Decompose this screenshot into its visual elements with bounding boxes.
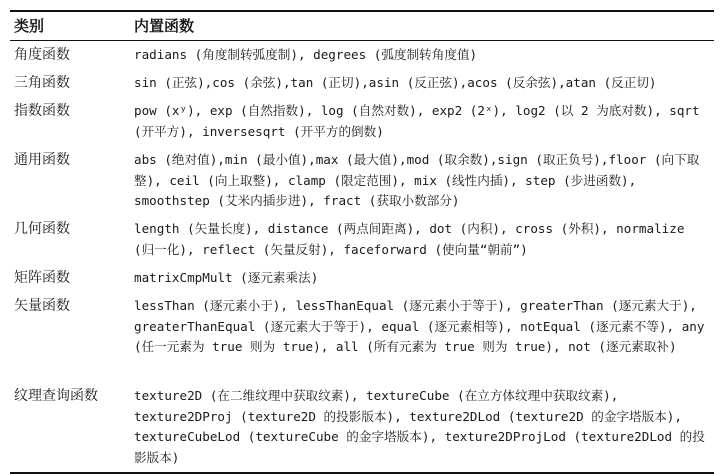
row-functions: sin (正弦),cos (余弦),tan (正切),asin (反正弦),acos (反余弦),atan (反正切) — [134, 75, 657, 90]
table-row — [10, 292, 714, 382]
table-row — [10, 264, 714, 292]
row-functions: radians (角度制转弧度制), degrees (弧度制转角度值) — [134, 47, 478, 62]
header-builtin: 内置函数 — [134, 16, 195, 35]
header-category: 类别 — [14, 16, 45, 35]
row-category: 角度函数 — [14, 47, 70, 63]
row-category: 指数函数 — [14, 103, 70, 119]
row-category: 矢量函数 — [14, 298, 70, 314]
table-header — [10, 12, 714, 40]
row-functions: length (矢量长度), distance (两点间距离), dot (内积), cross (外积), normalize (归一化), reflect (矢量反射), faceforward (使向量“朝前”) — [134, 221, 685, 257]
table-row — [10, 97, 714, 146]
table-row — [10, 215, 714, 264]
row-functions: pow (xʸ), exp (自然指数), log (自然对数), exp2 (2ˣ), log2 (以 2 为底对数), sqrt (开平方), inversesqrt (开平方的倒数) — [134, 103, 700, 139]
builtin-functions-table — [10, 10, 714, 474]
table-row — [10, 41, 714, 69]
row-category: 几何函数 — [14, 221, 70, 237]
row-category: 矩阵函数 — [14, 270, 70, 286]
row-category: 三角函数 — [14, 75, 70, 91]
row-category: 通用函数 — [14, 152, 70, 168]
table-row — [10, 69, 714, 97]
table-row — [10, 382, 714, 472]
row-category: 纹理查询函数 — [14, 388, 98, 404]
row-functions: abs (绝对值),min (最小值),max (最大值),mod (取余数),sign (取正负号),floor (向下取整), ceil (向上取整), clamp (限定范围), mix (线性内插), step (步进函数), smoothstep (艾米内插步进), fract (获取小数部分) — [134, 152, 700, 208]
table-row — [10, 146, 714, 215]
row-functions: texture2D (在二维纹理中获取纹素), textureCube (在立方体纹理中获取纹素), texture2DProj (texture2D 的投影版本), texture2DLod (texture2D 的金字塔版本), textureCubeLod (textureCube 的金字塔版本), texture2DProjLod (texture2DLod 的投影版本) — [134, 388, 705, 465]
row-functions: matrixCmpMult (逐元素乘法) — [134, 270, 319, 285]
row-functions: lessThan (逐元素小于), lessThanEqual (逐元素小于等于), greaterThan (逐元素大于), greaterThanEqual (逐元素大于等于), equal (逐元素相等), notEqual (逐元素不等), any (任一元素为 true 则为 true), all (所有元素为 true 则为 true), not (逐元素取补) — [134, 298, 705, 354]
